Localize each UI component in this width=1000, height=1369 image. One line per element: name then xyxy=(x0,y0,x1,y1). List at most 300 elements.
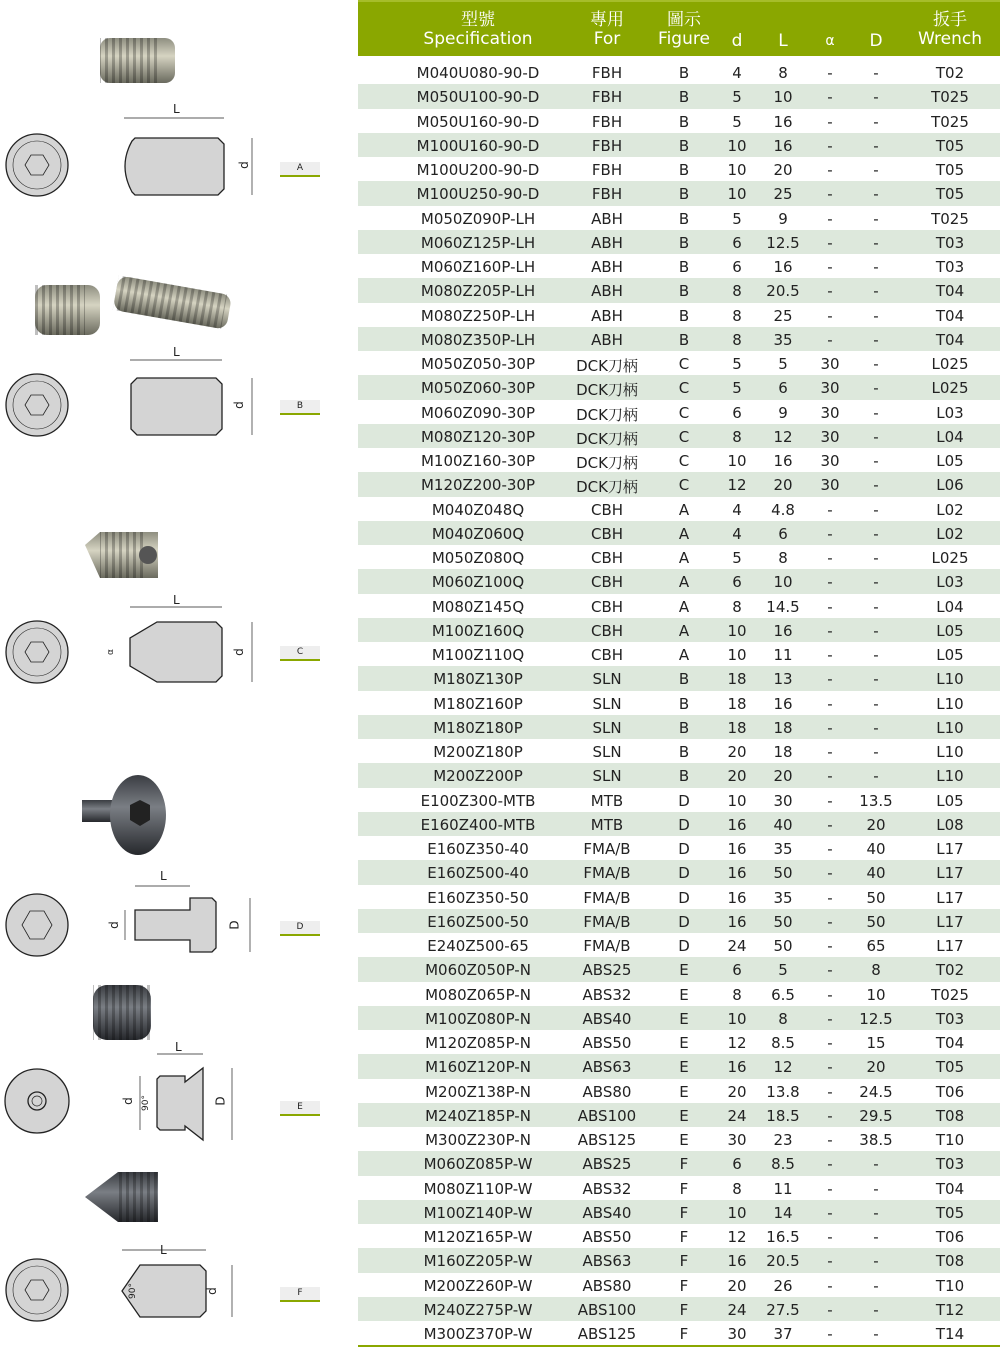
cell-l: 18.5 xyxy=(766,1106,800,1125)
cell-wrench: L04 xyxy=(936,427,964,446)
cell-wrench: L17 xyxy=(936,937,964,955)
cell-figure: F xyxy=(679,1179,689,1198)
cell-bigd: - xyxy=(873,379,879,398)
cell-alpha: - xyxy=(827,646,833,664)
cell-d: 5 xyxy=(732,209,742,228)
cell-figure: E xyxy=(679,1009,689,1028)
cell-spec: M160Z120P-N xyxy=(425,1058,531,1077)
cell-alpha: - xyxy=(827,985,833,1004)
cell-spec: E160Z500-50 xyxy=(427,912,529,931)
cell-for: MTB xyxy=(590,815,624,834)
dim-angle-e: 90° xyxy=(140,1095,151,1111)
table-row xyxy=(358,618,1000,642)
cell-wrench: L02 xyxy=(936,524,964,543)
cell-d: 4 xyxy=(732,524,742,543)
cell-alpha: - xyxy=(827,330,833,349)
table-row xyxy=(358,1054,1000,1078)
cell-figure: A xyxy=(678,646,690,664)
cell-figure: D xyxy=(678,937,690,955)
cell-l: 16 xyxy=(773,621,793,640)
end-view-e xyxy=(5,1069,69,1133)
cell-l: 14.5 xyxy=(766,597,800,616)
table-row xyxy=(358,860,1000,884)
cell-figure: A xyxy=(678,573,690,592)
cell-spec: M080Z250P-LH xyxy=(420,306,536,325)
cell-figure: E xyxy=(679,1106,689,1125)
cell-l: 16.5 xyxy=(766,1228,800,1246)
cell-wrench: T08 xyxy=(935,1252,965,1271)
table-row xyxy=(358,1297,1000,1321)
cell-bigd: - xyxy=(873,621,879,640)
cell-wrench: T10 xyxy=(935,1276,965,1295)
cell-spec: M100Z110Q xyxy=(431,646,525,664)
cell-wrench: T03 xyxy=(935,233,965,252)
table-row xyxy=(358,1103,1000,1127)
dim-alpha-c: α xyxy=(105,649,116,655)
cell-wrench: L06 xyxy=(936,476,964,495)
cell-wrench: L04 xyxy=(936,597,964,616)
header-figure xyxy=(654,11,714,49)
cell-l: 18 xyxy=(773,718,793,737)
cell-alpha: - xyxy=(827,185,833,204)
dim-l-b: L xyxy=(173,345,180,359)
header-for-en: For xyxy=(593,29,621,49)
cell-bigd: 20 xyxy=(866,1058,886,1077)
cell-spec: M080Z350P-LH xyxy=(420,330,536,349)
cell-bigd: - xyxy=(873,185,879,204)
cell-figure: A xyxy=(678,500,690,519)
cell-figure: B xyxy=(678,694,690,713)
cell-for: FMA/B xyxy=(583,912,631,931)
dim-l-c: L xyxy=(173,593,180,607)
cell-figure: B xyxy=(678,185,690,204)
cell-l: 18 xyxy=(773,743,793,761)
cell-wrench: T03 xyxy=(935,1155,965,1174)
side-view-d xyxy=(125,886,250,952)
cell-figure: D xyxy=(678,864,690,883)
cell-spec: M060Z160P-LH xyxy=(420,258,536,276)
cell-bigd: 12.5 xyxy=(859,1009,893,1028)
cell-for: ABH xyxy=(591,330,623,349)
cell-spec: M050Z050-30P xyxy=(420,355,536,373)
cell-figure: B xyxy=(678,743,690,761)
cell-spec: M200Z180P xyxy=(433,743,523,761)
cell-wrench: T06 xyxy=(935,1228,965,1246)
table-row xyxy=(358,1151,1000,1175)
table-row xyxy=(358,1248,1000,1272)
cell-d: 24 xyxy=(727,1300,747,1319)
cell-figure: D xyxy=(678,912,690,931)
cell-bigd: 50 xyxy=(866,888,886,907)
end-view-b xyxy=(6,374,68,436)
cell-wrench: T05 xyxy=(935,161,965,179)
cell-spec: M300Z230P-N xyxy=(425,1131,531,1149)
cell-d: 8 xyxy=(732,330,742,349)
cell-for: SLN xyxy=(592,767,622,786)
cell-alpha: - xyxy=(827,840,833,858)
cell-wrench: T02 xyxy=(935,64,965,82)
cell-alpha: - xyxy=(827,767,833,786)
cell-spec: M300Z370P-W xyxy=(423,1325,533,1343)
cell-wrench: T025 xyxy=(931,985,969,1004)
cell-d: 10 xyxy=(727,185,747,204)
cell-spec: M100U250-90-D xyxy=(416,185,540,204)
cell-figure: D xyxy=(678,815,690,834)
table-row xyxy=(358,982,1000,1006)
table-row xyxy=(358,109,1000,133)
cell-for: ABS125 xyxy=(577,1131,637,1149)
table-row xyxy=(358,448,1000,472)
cell-wrench: L10 xyxy=(936,767,964,786)
table-row xyxy=(358,157,1000,181)
cell-for: FBH xyxy=(591,185,623,204)
table-row xyxy=(358,521,1000,545)
table-row xyxy=(358,84,1000,108)
cell-bigd: - xyxy=(873,1252,879,1271)
cell-figure: C xyxy=(678,427,690,446)
cell-spec: M050Z060-30P xyxy=(420,379,536,398)
cell-for: CBH xyxy=(590,549,624,567)
table-row xyxy=(358,497,1000,521)
cell-for: FBH xyxy=(591,88,623,107)
cell-for: SLN xyxy=(592,718,622,737)
cell-figure: C xyxy=(678,355,690,373)
cell-bigd: 15 xyxy=(866,1034,886,1052)
cell-d: 8 xyxy=(732,282,742,301)
cell-figure: D xyxy=(678,840,690,858)
cell-bigd: - xyxy=(873,597,879,616)
cell-d: 8 xyxy=(732,985,742,1004)
cell-bigd: 20 xyxy=(866,815,886,834)
cell-alpha: - xyxy=(827,1034,833,1052)
cell-l: 37 xyxy=(773,1325,793,1343)
cell-for: ABH xyxy=(591,258,623,276)
table-row xyxy=(358,351,1000,375)
cell-for: SLN xyxy=(592,670,622,689)
cell-alpha: - xyxy=(827,233,833,252)
cell-spec: M080Z205P-LH xyxy=(420,282,536,301)
cell-wrench: T04 xyxy=(935,306,965,325)
cell-bigd: - xyxy=(873,233,879,252)
cell-spec: M180Z130P xyxy=(433,670,523,689)
end-view-f xyxy=(6,1259,68,1321)
cell-spec: M080Z065P-N xyxy=(425,985,531,1004)
cell-spec: M100Z160Q xyxy=(431,621,525,640)
cell-wrench: T06 xyxy=(935,1082,965,1101)
cell-l: 8.5 xyxy=(771,1155,795,1174)
cell-bigd: - xyxy=(873,161,879,179)
cell-wrench: T025 xyxy=(931,88,969,107)
cell-l: 50 xyxy=(773,912,793,931)
cell-l: 11 xyxy=(773,646,793,664)
cell-bigd: 24.5 xyxy=(859,1082,893,1101)
cell-wrench: L05 xyxy=(936,621,964,640)
table-row xyxy=(358,569,1000,593)
cell-bigd: - xyxy=(873,1300,879,1319)
header-wrench-zh: 扳手 xyxy=(933,10,967,30)
figure-label-d: D xyxy=(280,921,320,936)
table-row xyxy=(358,424,1000,448)
cell-l: 5 xyxy=(778,355,788,373)
table-row xyxy=(358,1176,1000,1200)
cell-l: 5 xyxy=(778,961,788,980)
dim-bigd-e: D xyxy=(213,1096,228,1106)
table-row xyxy=(358,1030,1000,1054)
table-row xyxy=(358,812,1000,836)
table-row xyxy=(358,206,1000,230)
cell-figure: B xyxy=(678,209,690,228)
cell-alpha: - xyxy=(827,912,833,931)
dim-l-f: L xyxy=(160,1243,167,1257)
table-row xyxy=(358,909,1000,933)
cell-alpha: 30 xyxy=(820,403,840,422)
cell-l: 35 xyxy=(773,330,793,349)
cell-bigd: - xyxy=(873,112,879,131)
cell-figure: E xyxy=(679,1131,689,1149)
cell-figure: B xyxy=(678,161,690,179)
cell-wrench: L17 xyxy=(936,864,964,883)
cell-l: 6 xyxy=(778,379,788,398)
table-row xyxy=(358,691,1000,715)
cell-figure: F xyxy=(679,1252,689,1271)
cell-l: 16 xyxy=(773,694,793,713)
cell-spec: M180Z160P xyxy=(433,694,523,713)
dim-angle-f: 90° xyxy=(127,1283,138,1299)
cell-figure: E xyxy=(679,1034,689,1052)
table-row xyxy=(358,885,1000,909)
cell-d: 6 xyxy=(732,403,742,422)
cell-bigd: - xyxy=(873,209,879,228)
cell-alpha: - xyxy=(827,670,833,689)
cell-wrench: L025 xyxy=(931,355,969,373)
cell-wrench: L02 xyxy=(936,500,964,519)
cell-l: 9 xyxy=(778,403,788,422)
dim-d-d: d xyxy=(106,921,121,929)
cell-wrench: L05 xyxy=(936,646,964,664)
cell-wrench: L025 xyxy=(931,549,969,567)
cell-figure: B xyxy=(678,64,690,82)
cell-wrench: L17 xyxy=(936,888,964,907)
cell-alpha: - xyxy=(827,864,833,883)
figure-label-a: A xyxy=(280,162,320,177)
cell-wrench: T025 xyxy=(931,112,969,131)
cell-l: 14 xyxy=(773,1203,793,1222)
cell-spec: E160Z500-40 xyxy=(427,864,529,883)
cell-l: 20 xyxy=(773,767,793,786)
cell-for: ABS32 xyxy=(582,985,632,1004)
cell-l: 16 xyxy=(773,112,793,131)
cell-l: 10 xyxy=(773,88,793,107)
cell-figure: C xyxy=(678,403,690,422)
cell-alpha: 30 xyxy=(820,427,840,446)
cell-l: 16 xyxy=(773,136,793,155)
cell-spec: E160Z400-MTB xyxy=(420,815,536,834)
cell-wrench: L08 xyxy=(936,815,964,834)
cell-bigd: - xyxy=(873,718,879,737)
cell-wrench: L10 xyxy=(936,694,964,713)
cell-alpha: - xyxy=(827,500,833,519)
cell-for: FMA/B xyxy=(583,888,631,907)
cell-spec: M120Z165P-W xyxy=(423,1228,533,1246)
cell-for: ABS50 xyxy=(582,1228,632,1246)
header-bigd: D xyxy=(869,31,883,51)
cell-spec: M060Z100Q xyxy=(431,573,525,592)
cell-for: SLN xyxy=(592,694,622,713)
screw-photo-a xyxy=(100,38,175,83)
cell-spec: M120Z200-30P xyxy=(420,476,536,495)
cell-for: FBH xyxy=(591,64,623,82)
cell-alpha: - xyxy=(827,1009,833,1028)
cell-spec: M240Z185P-N xyxy=(425,1106,531,1125)
cell-wrench: T03 xyxy=(935,258,965,276)
cell-l: 8 xyxy=(778,1009,788,1028)
dim-d-a: d xyxy=(236,161,251,169)
header-figure-en: Figure xyxy=(658,29,710,49)
table-row xyxy=(358,1273,1000,1297)
cell-d: 16 xyxy=(727,1058,747,1077)
cell-alpha: - xyxy=(827,1325,833,1343)
cell-bigd: - xyxy=(873,1325,879,1343)
cell-figure: E xyxy=(679,961,689,980)
cell-bigd: - xyxy=(873,355,879,373)
cell-spec: M100Z140P-W xyxy=(423,1203,533,1222)
cell-for: DCK刀柄 xyxy=(576,478,638,497)
dim-l-e: L xyxy=(175,1040,182,1054)
cell-l: 35 xyxy=(773,888,793,907)
cell-bigd: - xyxy=(873,1179,879,1198)
cell-spec: M060Z090-30P xyxy=(420,403,536,422)
cell-figure: B xyxy=(678,88,690,107)
cell-spec: M100U160-90-D xyxy=(416,136,540,155)
cell-d: 18 xyxy=(727,718,747,737)
cell-wrench: L025 xyxy=(931,379,969,398)
cell-alpha: - xyxy=(827,136,833,155)
cell-d: 8 xyxy=(732,597,742,616)
cell-d: 24 xyxy=(727,1106,747,1125)
cell-alpha: - xyxy=(827,597,833,616)
cell-d: 16 xyxy=(727,912,747,931)
cell-figure: B xyxy=(678,136,690,155)
cell-l: 27.5 xyxy=(766,1300,800,1319)
table-body xyxy=(358,60,1000,1345)
cell-alpha: - xyxy=(827,937,833,955)
cell-alpha: - xyxy=(827,888,833,907)
spec-table xyxy=(358,0,1000,1347)
cell-l: 13.8 xyxy=(766,1082,800,1101)
cell-d: 12 xyxy=(727,1228,747,1246)
cell-d: 5 xyxy=(732,112,742,131)
cell-for: ABH xyxy=(591,209,623,228)
cell-for: CBH xyxy=(590,524,624,543)
figure-label-f: F xyxy=(280,1287,320,1302)
cell-alpha: - xyxy=(827,88,833,107)
cell-d: 10 xyxy=(727,161,747,179)
cell-for: ABS80 xyxy=(582,1276,632,1295)
cell-for: SLN xyxy=(592,743,622,761)
cell-figure: F xyxy=(679,1300,689,1319)
cell-d: 6 xyxy=(732,573,742,592)
cell-wrench: T04 xyxy=(935,330,965,349)
cell-l: 8.5 xyxy=(771,1034,795,1052)
cell-for: ABS25 xyxy=(582,961,632,980)
cell-spec: E100Z300-MTB xyxy=(420,791,536,810)
cell-wrench: L10 xyxy=(936,743,964,761)
cell-alpha: - xyxy=(827,621,833,640)
cell-d: 20 xyxy=(727,743,747,761)
cell-bigd: - xyxy=(873,258,879,276)
cell-for: ABS32 xyxy=(582,1179,632,1198)
cell-figure: B xyxy=(678,306,690,325)
cell-l: 23 xyxy=(773,1131,793,1149)
dim-bigd-d: D xyxy=(227,920,242,930)
cell-for: MTB xyxy=(590,791,624,810)
cell-spec: M080Z120-30P xyxy=(420,427,536,446)
cell-d: 8 xyxy=(732,427,742,446)
table-row xyxy=(358,715,1000,739)
cell-bigd: 13.5 xyxy=(859,791,893,810)
cell-for: ABS63 xyxy=(582,1058,632,1077)
cell-figure: B xyxy=(678,258,690,276)
cell-d: 10 xyxy=(727,1009,747,1028)
cell-for: ABS125 xyxy=(577,1325,637,1343)
cell-d: 4 xyxy=(732,500,742,519)
cell-wrench: T05 xyxy=(935,136,965,155)
header-spec-zh: 型號 xyxy=(461,10,495,30)
cell-d: 16 xyxy=(727,1252,747,1271)
cell-d: 10 xyxy=(727,136,747,155)
cell-alpha: - xyxy=(827,815,833,834)
cell-bigd: - xyxy=(873,549,879,567)
cell-l: 9 xyxy=(778,209,788,228)
cell-d: 10 xyxy=(727,791,747,810)
cell-wrench: L05 xyxy=(936,452,964,470)
cell-for: ABS80 xyxy=(582,1082,632,1101)
cell-d: 20 xyxy=(727,1276,747,1295)
cell-d: 5 xyxy=(732,355,742,373)
screw-photo-b xyxy=(35,275,232,335)
cell-for: DCK刀柄 xyxy=(576,357,638,375)
cell-alpha: - xyxy=(827,1179,833,1198)
cell-alpha: 30 xyxy=(820,452,840,470)
cell-bigd: - xyxy=(873,136,879,155)
table-row xyxy=(358,1321,1000,1345)
cell-l: 25 xyxy=(773,185,793,204)
cell-bigd: - xyxy=(873,427,879,446)
end-view-c xyxy=(6,621,68,683)
cell-spec: M200Z260P-W xyxy=(423,1276,533,1295)
table-row xyxy=(358,60,1000,84)
cell-alpha: - xyxy=(827,524,833,543)
header-for-zh: 專用 xyxy=(590,10,624,30)
cell-wrench: T02 xyxy=(935,961,965,980)
cell-spec: M040Z048Q xyxy=(431,500,525,519)
cell-for: CBH xyxy=(590,646,624,664)
cell-bigd: - xyxy=(873,524,879,543)
dim-d-e: d xyxy=(120,1097,135,1105)
cell-wrench: L10 xyxy=(936,670,964,689)
cell-wrench: T14 xyxy=(935,1325,965,1343)
cell-figure: B xyxy=(678,233,690,252)
cell-spec: M080Z110P-W xyxy=(423,1179,533,1198)
cell-figure: C xyxy=(678,452,690,470)
cell-bigd: - xyxy=(873,1203,879,1222)
cell-wrench: L05 xyxy=(936,791,964,810)
cell-for: ABH xyxy=(591,282,623,301)
dim-l-a: L xyxy=(173,102,180,116)
cell-for: FMA/B xyxy=(583,937,631,955)
screw-photo-e xyxy=(93,985,151,1040)
cell-d: 20 xyxy=(727,767,747,786)
